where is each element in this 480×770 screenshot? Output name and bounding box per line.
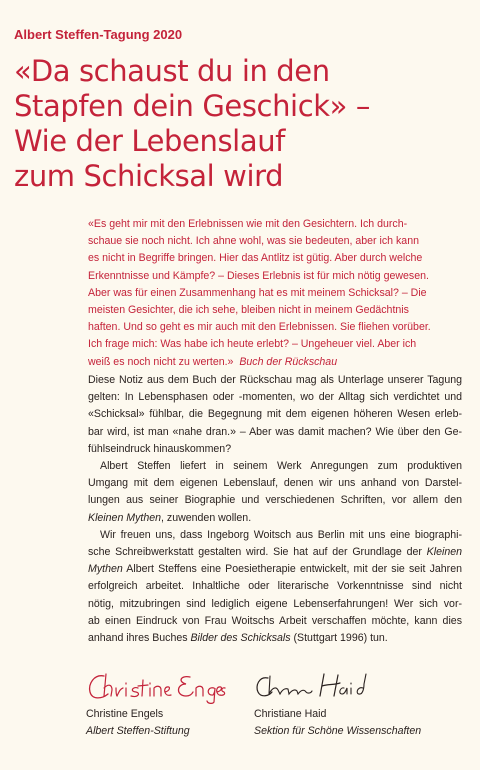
quote-line: meisten Gesichter, die ich sehe, bleiben nicht in meinem Gedächtnis (88, 304, 409, 317)
quote-line: schaue sie noch nicht. Ich ahne wohl, was sie bedeuten, aber ich kann (88, 235, 419, 248)
signatory-1 (86, 706, 190, 740)
signatory-organization: Albert Steffen-Stiftung (86, 725, 190, 737)
body-line: «Schicksal» fühlbar, die Begegnung mit dem eigenen höheren Wesen erleb- (88, 408, 462, 421)
quote-line: Ich frage mich: Was habe ich heute erlebt? – Ungeheuer viel. Aber ich (88, 338, 417, 351)
body-line (88, 510, 462, 527)
title-line: zum Schicksal wird (14, 159, 284, 193)
body-text-run: Albert Steffens eine Poesietherapie entwickelt, mit der sie seit Jahren (122, 563, 462, 576)
page-title (14, 54, 474, 194)
body-line: ab einen Eindruck von Frau Woitschs Arbeit verschaffen möchte, kann dies (88, 614, 462, 627)
event-label: Albert Steffen-Tagung 2020 (14, 27, 183, 42)
body-line: lungen aus seiner Biographie und verschiedenen Schriften, vor allem den (88, 494, 462, 507)
quote-source: Buch der Rückschau (239, 355, 338, 368)
signatory-organization: Sektion für Schöne Wissenschaften (254, 725, 422, 737)
body-text-run: sche Schreibwerkstatt gestalten wird. Sie hat auf der Grundlage der (88, 546, 427, 559)
signatory-name: Christine Engels (86, 708, 164, 720)
book-title: Kleinen Mythen (88, 511, 162, 524)
title-line: Stapfen dein Geschick» – (14, 89, 370, 123)
book-title: Mythen (88, 563, 123, 576)
quote-line: Aber was für einen Zusammenhang hat es mit meinem Schicksal? – Die (88, 286, 427, 299)
signature-christine-engels (86, 670, 226, 704)
epigraph-quote (88, 216, 462, 371)
body-line: Wir freuen uns, dass Ingeborg Woitsch aus Berlin mit uns eine biographi- (100, 528, 462, 541)
signatory-name: Christiane Haid (254, 708, 327, 720)
body-text-run: , zuwenden wollen. (161, 511, 252, 524)
quote-line: Erkenntnisse und Kämpfe? – Dieses Erlebnis ist für mich nötig gewesen. (88, 269, 429, 282)
book-title: Bilder des Schicksals (190, 632, 291, 645)
body-line: Albert Steffen liefert in seinem Werk Anregungen zum produktiven (100, 460, 462, 473)
body-line: Diese Notiz aus dem Buch der Rückschau mag als Unterlage unserer Tagung (88, 374, 462, 386)
body-text-run: anhand ihres Buches (88, 632, 191, 645)
quote-line: es nicht in Begriffe bringen. Hier das Antlitz ist gütig. Aber durch welche (88, 252, 423, 265)
body-line (88, 544, 462, 561)
body-line: gelten: In Lebensphasen oder -momenten, wo der Alltag sich verdichtet und (88, 391, 462, 404)
signature-christiane-haid (254, 670, 374, 704)
body-line: bar wird, ist man «nahe dran.» – Aber was damit machen? Wie über den Ge- (88, 425, 462, 438)
body-line: Umgang mit dem eigenen Lebenslauf, denen wir uns anhand von Darstel- (88, 477, 462, 490)
body-line: fühlseindruck hinauskommen? (88, 442, 232, 455)
quote-line-last (88, 354, 462, 371)
quote-text: weiß es noch nicht zu werten.» (88, 355, 234, 368)
book-title: Kleinen (426, 546, 462, 559)
body-line: nötig, mitzubringen sind lediglich eigene Lebenserfahrungen! Wer sich vor- (88, 597, 462, 610)
title-line: «Da schaust du in den (14, 54, 330, 88)
body-line: erfolgreich arbeitet. Inhaltliche oder literarische Vorkenntnisse sind nicht (88, 580, 462, 593)
signatory-2 (254, 706, 421, 740)
body-text (88, 372, 462, 647)
body-text-run: (Stuttgart 1996) tun. (290, 632, 388, 645)
body-line (88, 561, 462, 578)
quote-line: «Es geht mir mit den Erlebnissen wie mit den Gesichtern. Ich durch- (88, 218, 408, 230)
title-line: Wie der Lebenslauf (14, 124, 285, 158)
quote-line: haften. Und so geht es mir auch mit den Erlebnissen. Sie fliehen vorüber. (88, 321, 431, 334)
body-line (88, 630, 462, 647)
